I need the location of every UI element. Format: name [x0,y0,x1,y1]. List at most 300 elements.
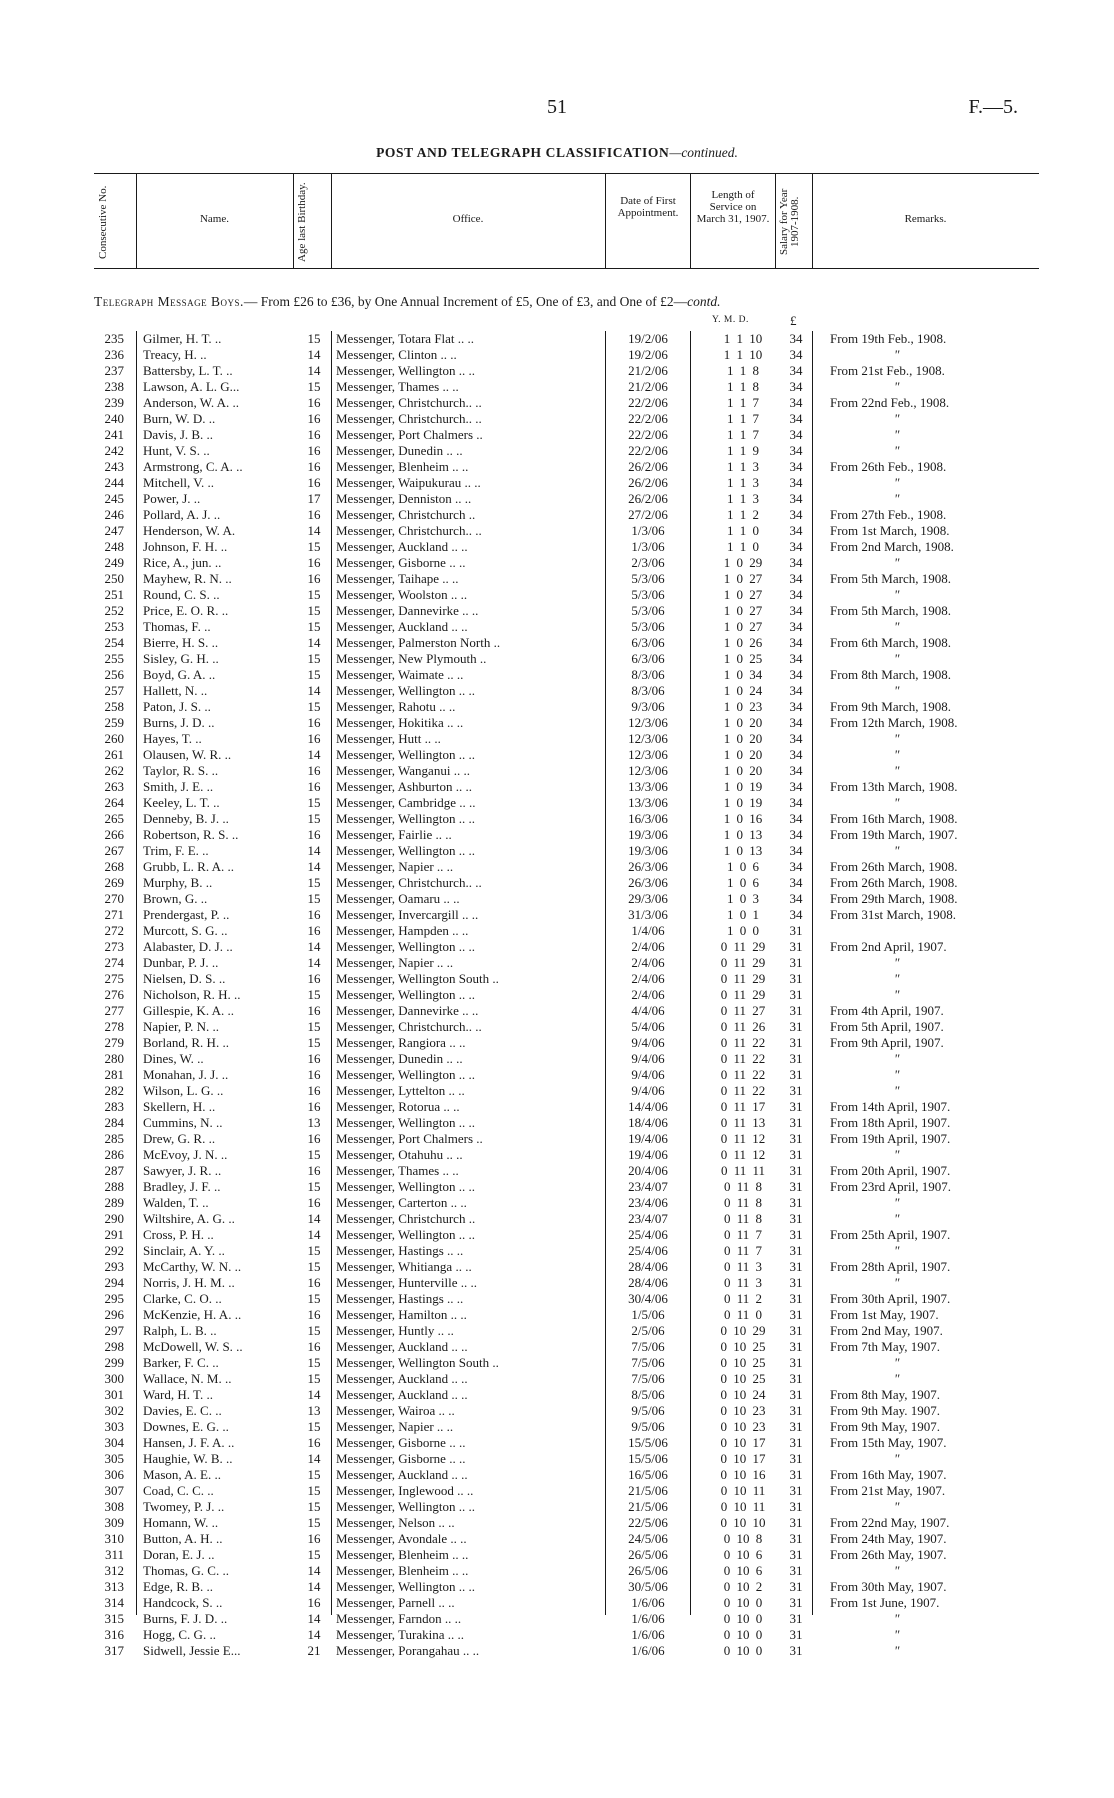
row-date: 21/5/06 [628,1499,668,1514]
row-length: 1 1 10 [723,331,763,346]
row-salary: 31 [789,1403,803,1418]
row-age: 13 [307,1115,321,1130]
row-name: Doran, E. J. .. [143,1547,215,1562]
row-date: 7/5/06 [631,1371,665,1386]
row-salary: 34 [789,827,803,842]
row-salary: 31 [789,1595,803,1610]
row-name: Brown, G. .. [143,891,208,906]
row-name: Murcott, S. G. .. [143,923,228,938]
row-remarks: From 24th May, 1907. [830,1531,947,1546]
row-number: 307 [104,1483,124,1498]
row-age: 15 [307,667,321,682]
row-date: 1/3/06 [631,523,665,538]
section-title: Telegraph Message Boys. [94,294,244,309]
row-date: 1/6/06 [631,1627,665,1642]
row-length: 1 0 13 [723,843,763,858]
row-number: 238 [104,379,124,394]
row-name: Battersby, L. T. .. [143,363,233,378]
row-office: Messenger, Wellington .. .. [336,987,476,1002]
row-age: 14 [307,683,321,698]
row-remarks: " [894,1211,900,1226]
table-row [0,1467,1114,1483]
row-length: 0 10 29 [720,1323,766,1338]
row-name: Davies, E. C. .. [143,1403,222,1418]
row-remarks: " [894,747,900,762]
row-office: Messenger, Wellington .. .. [336,683,476,698]
row-length: 0 11 8 [723,1179,763,1194]
row-office: Messenger, Wellington South .. [336,971,499,986]
row-date: 8/5/06 [631,1387,665,1402]
row-date: 7/5/06 [631,1339,665,1354]
table-row [0,1355,1114,1371]
row-date: 5/3/06 [631,619,665,634]
row-age: 16 [307,475,321,490]
row-number: 302 [104,1403,124,1418]
table-row [0,1627,1114,1643]
row-office: Messenger, Port Chalmers .. [336,427,483,442]
row-office: Messenger, Thames .. .. [336,1163,459,1178]
row-date: 1/6/06 [631,1643,665,1658]
row-length: 1 0 13 [723,827,763,842]
row-age: 15 [307,1483,321,1498]
row-remarks: " [894,1355,900,1370]
table-row [0,427,1114,443]
row-length: 0 10 24 [720,1387,766,1402]
row-office: Messenger, Christchurch .. [336,1211,476,1226]
row-length: 0 10 8 [723,1531,763,1546]
row-length: 1 1 3 [727,459,759,474]
row-remarks: " [894,763,900,778]
row-office: Messenger, Wanganui .. .. [336,763,470,778]
row-salary: 31 [789,1627,803,1642]
row-remarks: From 1st June, 1907. [830,1595,940,1610]
row-office: Messenger, Turakina .. .. [336,1627,465,1642]
row-date: 20/4/06 [628,1163,668,1178]
row-age: 15 [307,1355,321,1370]
row-date: 2/4/06 [631,971,665,986]
row-age: 15 [307,1371,321,1386]
row-length: 1 1 0 [727,523,759,538]
row-date: 21/2/06 [628,363,668,378]
row-salary: 31 [789,1131,803,1146]
row-number: 260 [104,731,124,746]
row-number: 259 [104,715,124,730]
table-row [0,747,1114,763]
row-age: 15 [307,1179,321,1194]
row-name: Paton, J. S. .. [143,699,211,714]
table-row [0,331,1114,347]
row-salary: 31 [789,1499,803,1514]
row-name: Bierre, H. S. .. [143,635,219,650]
row-length: 1 1 3 [727,491,759,506]
row-salary: 31 [789,1467,803,1482]
table-row [0,907,1114,923]
row-salary: 31 [789,1291,803,1306]
row-salary: 31 [789,1339,803,1354]
row-salary: 31 [789,1003,803,1018]
row-length: 0 11 12 [720,1131,766,1146]
row-age: 15 [307,1515,321,1530]
row-date: 8/3/06 [631,683,665,698]
row-remarks: From 26th Feb., 1908. [830,459,947,474]
row-salary: 34 [789,635,803,650]
row-name: Denneby, B. J. .. [143,811,229,826]
row-remarks: " [894,1067,900,1082]
row-date: 26/2/06 [628,491,668,506]
row-office: Messenger, Totara Flat .. .. [336,331,475,346]
row-age: 14 [307,1627,321,1642]
row-remarks: " [894,475,900,490]
row-length: 0 11 26 [720,1019,766,1034]
row-salary: 31 [789,1243,803,1258]
row-remarks: " [894,1451,900,1466]
row-name: Dines, W. .. [143,1051,204,1066]
row-remarks: From 16th March, 1908. [830,811,958,826]
row-remarks: From 25th April, 1907. [830,1227,951,1242]
row-remarks: From 21st May, 1907. [830,1483,946,1498]
row-number: 291 [104,1227,124,1242]
row-salary: 31 [789,1099,803,1114]
row-number: 271 [104,907,124,922]
row-length: 0 10 0 [723,1595,763,1610]
row-name: Handcock, S. .. [143,1595,223,1610]
row-age: 15 [307,875,321,890]
row-number: 245 [104,491,124,506]
row-number: 254 [104,635,124,650]
row-number: 240 [104,411,124,426]
table-row [0,811,1114,827]
row-remarks: " [894,379,900,394]
table-row [0,523,1114,539]
row-age: 16 [307,923,321,938]
row-length: 0 11 11 [720,1163,766,1178]
row-age: 15 [307,1467,321,1482]
row-length: 1 1 9 [727,443,759,458]
row-office: Messenger, Dannevirke .. .. [336,1003,479,1018]
row-date: 13/3/06 [628,779,668,794]
row-office: Messenger, Port Chalmers .. [336,1131,483,1146]
row-number: 312 [104,1563,124,1578]
row-salary: 31 [789,923,803,938]
row-date: 26/3/06 [628,859,668,874]
row-remarks: " [894,971,900,986]
row-name: Prendergast, P. .. [143,907,230,922]
row-number: 303 [104,1419,124,1434]
row-name: Henderson, W. A. [143,523,236,538]
row-length: 0 11 29 [720,987,766,1002]
row-office: Messenger, Otahuhu .. .. [336,1147,463,1162]
row-name: Keeley, L. T. .. [143,795,220,810]
row-remarks: From 22nd Feb., 1908. [830,395,950,410]
row-office: Messenger, Napier .. .. [336,1419,454,1434]
row-length: 1 0 20 [723,763,763,778]
row-number: 274 [104,955,124,970]
table-row [0,939,1114,955]
row-name: Gilmer, H. T. .. [143,331,222,346]
row-remarks: From 8th March, 1908. [830,667,951,682]
row-length: 0 10 25 [720,1355,766,1370]
row-name: Hunt, V. S. .. [143,443,210,458]
row-number: 310 [104,1531,124,1546]
row-number: 262 [104,763,124,778]
row-salary: 34 [789,363,803,378]
row-age: 16 [307,1435,321,1450]
row-name: Burns, F. J. D. .. [143,1611,228,1626]
row-office: Messenger, Inglewood .. .. [336,1483,474,1498]
row-salary: 34 [789,539,803,554]
row-age: 14 [307,1227,321,1242]
row-date: 5/3/06 [631,571,665,586]
row-number: 272 [104,923,124,938]
row-office: Messenger, Napier .. .. [336,859,454,874]
row-office: Messenger, Hutt .. .. [336,731,441,746]
row-number: 270 [104,891,124,906]
row-length: 0 10 11 [720,1499,766,1514]
row-number: 286 [104,1147,124,1162]
row-salary: 34 [789,619,803,634]
row-number: 246 [104,507,124,522]
table-row [0,955,1114,971]
row-remarks: " [894,411,900,426]
row-office: Messenger, Waipukurau .. .. [336,475,481,490]
row-name: Thomas, F. .. [143,619,211,634]
row-age: 14 [307,939,321,954]
row-number: 314 [104,1595,124,1610]
header-length: Length of Service on March 31, 1907. [696,189,770,225]
col-divider [775,173,776,268]
row-salary: 31 [789,1451,803,1466]
table-row [0,1019,1114,1035]
row-office: Messenger, Dunedin .. .. [336,1051,463,1066]
row-salary: 31 [789,1179,803,1194]
row-age: 16 [307,507,321,522]
row-age: 16 [307,1531,321,1546]
row-name: McKenzie, H. A. .. [143,1307,242,1322]
row-office: Messenger, Auckland .. .. [336,539,468,554]
row-age: 15 [307,1243,321,1258]
row-office: Messenger, Wellington .. .. [336,747,476,762]
row-remarks: From 9th May, 1907. [830,1419,941,1434]
row-number: 247 [104,523,124,538]
table-row [0,715,1114,731]
table-row [0,1051,1114,1067]
row-length: 1 0 24 [723,683,763,698]
row-date: 26/2/06 [628,475,668,490]
row-office: Messenger, Christchurch .. [336,507,476,522]
table-row [0,779,1114,795]
row-date: 8/3/06 [631,667,665,682]
row-number: 275 [104,971,124,986]
row-name: Clarke, C. O. .. [143,1291,222,1306]
table-row [0,923,1114,939]
row-office: Messenger, Auckland .. .. [336,619,468,634]
row-date: 19/2/06 [628,331,668,346]
row-date: 22/2/06 [628,427,668,442]
table-row [0,1275,1114,1291]
table-row [0,891,1114,907]
row-salary: 31 [789,1195,803,1210]
table-row [0,827,1114,843]
table-row [0,1563,1114,1579]
row-remarks: " [894,955,900,970]
row-age: 14 [307,1579,321,1594]
row-name: Hayes, T. .. [143,731,202,746]
table-row [0,571,1114,587]
row-name: Mason, A. E. .. [143,1467,221,1482]
row-remarks: From 28th April, 1907. [830,1259,951,1274]
row-office: Messenger, Avondale .. .. [336,1531,467,1546]
row-office: Messenger, Auckland .. .. [336,1371,468,1386]
row-age: 16 [307,1275,321,1290]
row-remarks: From 31st March, 1908. [830,907,957,922]
row-age: 13 [307,1403,321,1418]
row-number: 235 [104,331,124,346]
row-name: Trim, F. E. .. [143,843,209,858]
table-body [0,331,1114,1659]
row-remarks: " [894,1499,900,1514]
row-date: 1/6/06 [631,1611,665,1626]
row-name: Davis, J. B. .. [143,427,214,442]
row-length: 0 11 3 [723,1275,763,1290]
row-date: 27/2/06 [628,507,668,522]
table-row [0,1323,1114,1339]
row-number: 241 [104,427,124,442]
header-consecutive-no: Consecutive No. [97,185,109,259]
row-number: 261 [104,747,124,762]
row-date: 12/3/06 [628,715,668,730]
row-salary: 34 [789,507,803,522]
salary-unit: £ [790,313,797,328]
row-age: 15 [307,603,321,618]
row-remarks: From 5th March, 1908. [830,603,951,618]
row-office: Messenger, Wellington .. .. [336,939,476,954]
row-name: Cross, P. H. .. [143,1227,214,1242]
row-salary: 31 [789,1531,803,1546]
row-office: Messenger, Woolston .. .. [336,587,468,602]
row-remarks: From 30th May, 1907. [830,1579,947,1594]
row-length: 1 0 29 [723,555,763,570]
table-row [0,603,1114,619]
row-remarks: From 19th March, 1907. [830,827,958,842]
table-row [0,1387,1114,1403]
table-row [0,1259,1114,1275]
table-row [0,1611,1114,1627]
row-date: 1/4/06 [631,923,665,938]
row-date: 1/3/06 [631,539,665,554]
row-salary: 31 [789,1483,803,1498]
row-number: 281 [104,1067,124,1082]
col-divider [293,173,294,268]
row-office: Messenger, Gisborne .. .. [336,1435,466,1450]
row-office: Messenger, Hokitika .. .. [336,715,464,730]
header-date: Date of First Appointment. [617,195,679,219]
table-row [0,1499,1114,1515]
table-row [0,667,1114,683]
row-office: Messenger, Dunedin .. .. [336,443,463,458]
row-number: 277 [104,1003,124,1018]
row-date: 26/3/06 [628,875,668,890]
row-name: Alabaster, D. J. .. [143,939,233,954]
header-top-rule [94,173,1039,174]
row-salary: 31 [789,1083,803,1098]
row-length: 1 0 34 [723,667,763,682]
row-number: 315 [104,1611,124,1626]
row-salary: 34 [789,699,803,714]
row-office: Messenger, Wellington .. .. [336,811,476,826]
row-age: 15 [307,699,321,714]
row-office: Messenger, Gisborne .. .. [336,1451,466,1466]
row-age: 16 [307,763,321,778]
row-length: 1 0 26 [723,635,763,650]
row-remarks: From 19th Feb., 1908. [830,331,947,346]
row-office: Messenger, Wellington .. .. [336,1579,476,1594]
row-age: 16 [307,1131,321,1146]
row-salary: 34 [789,731,803,746]
row-number: 263 [104,779,124,794]
row-length: 0 11 22 [720,1083,766,1098]
row-length: 0 11 8 [723,1195,763,1210]
row-name: Wallace, N. M. .. [143,1371,232,1386]
table-row [0,635,1114,651]
row-date: 23/4/07 [628,1179,668,1194]
row-remarks: " [894,1275,900,1290]
row-remarks: From 30th April, 1907. [830,1291,951,1306]
row-office: Messenger, New Plymouth .. [336,651,487,666]
row-date: 25/4/06 [628,1227,668,1242]
row-salary: 31 [789,1323,803,1338]
row-salary: 34 [789,811,803,826]
row-age: 16 [307,571,321,586]
row-length: 1 1 8 [727,363,759,378]
row-name: Nielsen, D. S. .. [143,971,226,986]
table-row [0,859,1114,875]
row-date: 28/4/06 [628,1275,668,1290]
row-length: 1 0 27 [723,603,763,618]
row-remarks: " [894,651,900,666]
row-age: 14 [307,843,321,858]
row-salary: 34 [789,763,803,778]
table-row [0,459,1114,475]
row-age: 16 [307,1595,321,1610]
row-remarks: From 26th March, 1908. [830,875,958,890]
header-age: Age last Birthday. [296,182,308,262]
row-length: 1 0 27 [723,587,763,602]
row-date: 19/4/06 [628,1131,668,1146]
row-name: Boyd, G. A. .. [143,667,216,682]
row-remarks: " [894,1147,900,1162]
header-office: Office. [452,213,484,225]
length-units: Y. M. D. [712,315,749,325]
row-name: Johnson, F. H. .. [143,539,228,554]
row-number: 290 [104,1211,124,1226]
row-remarks: " [894,731,900,746]
row-number: 279 [104,1035,124,1050]
row-name: Ward, H. T. .. [143,1387,213,1402]
header-remarks: Remarks. [904,213,947,225]
row-date: 9/3/06 [631,699,665,714]
table-row [0,1403,1114,1419]
table-row [0,731,1114,747]
row-name: Twomey, P. J. .. [143,1499,225,1514]
row-age: 14 [307,523,321,538]
row-age: 16 [307,827,321,842]
row-number: 267 [104,843,124,858]
row-office: Messenger, Taihape .. .. [336,571,459,586]
row-name: Hallett, N. .. [143,683,208,698]
table-row [0,1451,1114,1467]
row-age: 16 [307,427,321,442]
row-length: 0 11 29 [720,971,766,986]
